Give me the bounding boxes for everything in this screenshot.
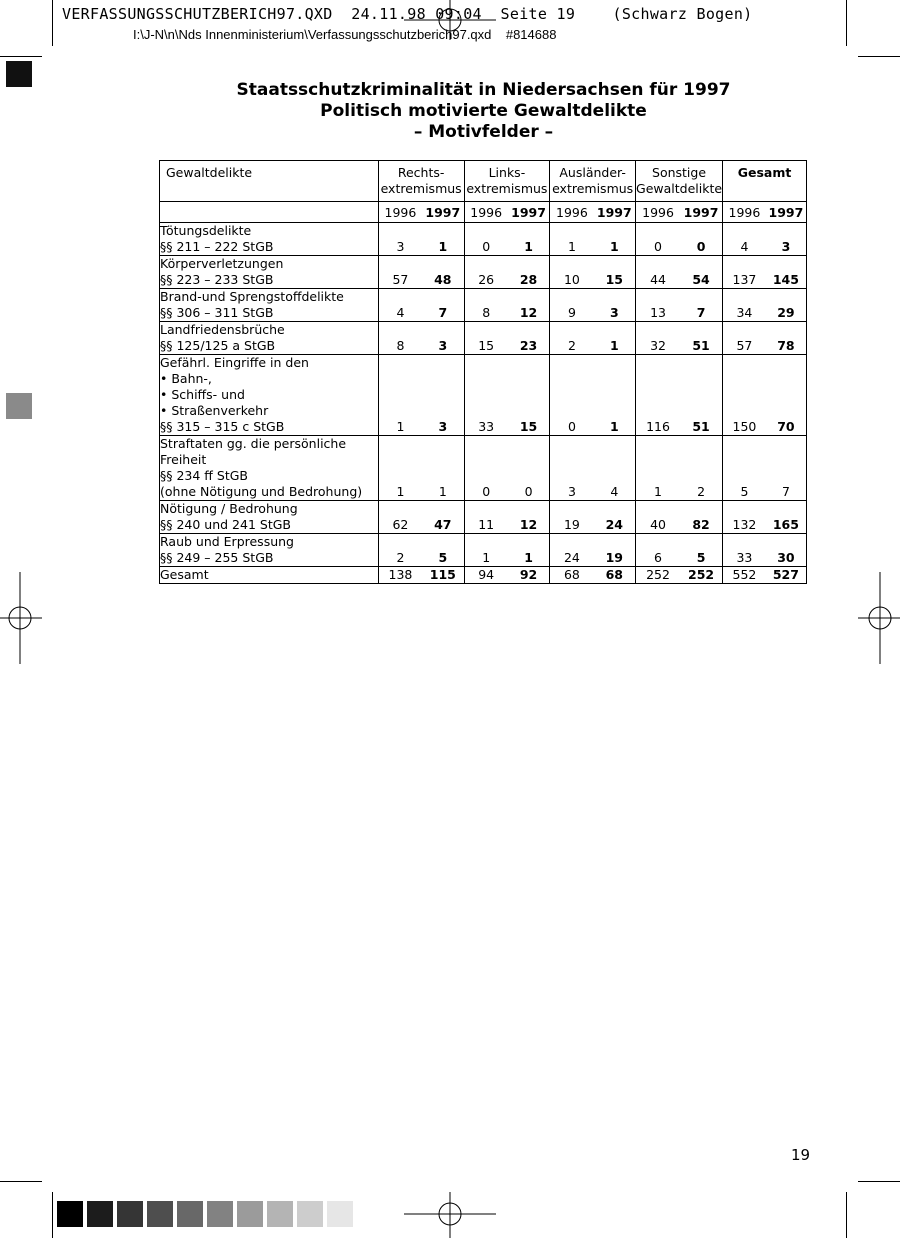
- registration-mark-icon: [0, 572, 42, 664]
- table-cell: 138: [378, 567, 422, 584]
- table-cell: 13: [636, 289, 681, 322]
- table-cell: 26: [464, 256, 508, 289]
- column-header-group: Ausländer- extremismus: [550, 161, 636, 202]
- table-cell: 252: [680, 567, 723, 584]
- table-cell: 6: [636, 534, 681, 567]
- year-header: 1997: [680, 202, 723, 223]
- page-number: 19: [791, 1146, 811, 1164]
- table-cell: 94: [464, 567, 508, 584]
- crop-mark: [0, 56, 42, 57]
- table-cell: 30: [766, 534, 807, 567]
- table-cell: 92: [508, 567, 550, 584]
- table-cell: 1: [422, 223, 464, 256]
- table-cell: 10: [550, 256, 594, 289]
- table-cell: 57: [723, 322, 766, 355]
- table-cell: 3: [594, 289, 636, 322]
- table-cell: 5: [422, 534, 464, 567]
- table-cell: 11: [464, 501, 508, 534]
- table-cell: 15: [594, 256, 636, 289]
- table-cell: 62: [378, 501, 422, 534]
- table-cell: 252: [636, 567, 681, 584]
- table-cell: 137: [723, 256, 766, 289]
- printer-mark-gray: [6, 393, 32, 419]
- table-row: [160, 534, 807, 567]
- table-cell: 1: [508, 223, 550, 256]
- table-cell: 19: [550, 501, 594, 534]
- column-header-total: Gesamt: [723, 161, 807, 202]
- table-cell: 54: [680, 256, 723, 289]
- table-cell: 24: [550, 534, 594, 567]
- page-title: [160, 80, 807, 143]
- table-cell: 1: [594, 355, 636, 436]
- year-row-blank: [160, 202, 379, 223]
- table-cell: 47: [422, 501, 464, 534]
- crop-mark: [52, 1192, 53, 1238]
- row-label: Gefährl. Eingriffe in den • Bahn-, • Schiffs- und • Straßenverkehr §§ 315 – 315 c StGB: [160, 355, 379, 436]
- table-cell: 34: [723, 289, 766, 322]
- header-row: [160, 161, 807, 202]
- color-swatch: [177, 1201, 203, 1227]
- table-cell: 1: [464, 534, 508, 567]
- year-header: 1996: [378, 202, 422, 223]
- table-cell: 115: [422, 567, 464, 584]
- table-cell: 0: [550, 355, 594, 436]
- color-swatch: [237, 1201, 263, 1227]
- table-cell: 15: [508, 355, 550, 436]
- table-cell: 2: [550, 322, 594, 355]
- color-swatch: [267, 1201, 293, 1227]
- color-swatch: [327, 1201, 353, 1227]
- table-cell: 19: [594, 534, 636, 567]
- table-cell: 150: [723, 355, 766, 436]
- year-header: 1997: [594, 202, 636, 223]
- color-swatch: [57, 1201, 83, 1227]
- column-header-group: Links- extremismus: [464, 161, 550, 202]
- table-cell: 7: [680, 289, 723, 322]
- registration-mark-icon: [858, 572, 900, 664]
- table-cell: 23: [508, 322, 550, 355]
- table-cell: 1: [550, 223, 594, 256]
- crop-mark: [858, 1181, 900, 1182]
- table-cell: 1: [378, 355, 422, 436]
- year-header: 1997: [766, 202, 807, 223]
- table-cell: 552: [723, 567, 766, 584]
- statistics-table: [159, 160, 807, 584]
- color-swatch: [147, 1201, 173, 1227]
- table-cell: 40: [636, 501, 681, 534]
- table-cell: 3: [550, 436, 594, 501]
- table-cell: 3: [766, 223, 807, 256]
- table-row: [160, 355, 807, 436]
- table-row: [160, 501, 807, 534]
- crop-mark: [0, 1181, 42, 1182]
- color-swatch: [297, 1201, 323, 1227]
- table-cell: 51: [680, 355, 723, 436]
- column-header-offense: Gewaltdelikte: [160, 161, 379, 202]
- year-row: [160, 202, 807, 223]
- table-cell: 7: [766, 436, 807, 501]
- title-line-1: Staatsschutzkriminalität in Niedersachsen für 1997: [236, 80, 731, 100]
- title-line-2: Politisch motivierte Gewaltdelikte: [320, 101, 647, 121]
- table-cell: 0: [508, 436, 550, 501]
- table-cell: 33: [464, 355, 508, 436]
- file-path: I:\J-N\n\Nds Innenministerium\Verfassungsschutzberich97.qxd #814688: [133, 27, 557, 42]
- table-cell: 0: [464, 436, 508, 501]
- year-header: 1997: [422, 202, 464, 223]
- column-header-group: Sonstige Gewaltdelikte: [636, 161, 723, 202]
- color-swatch: [117, 1201, 143, 1227]
- column-header-group: Rechts- extremismus: [378, 161, 464, 202]
- row-label: Nötigung / Bedrohung §§ 240 und 241 StGB: [160, 501, 379, 534]
- crop-mark: [846, 0, 847, 46]
- year-header: 1997: [508, 202, 550, 223]
- year-header: 1996: [464, 202, 508, 223]
- title-line-3: – Motivfelder –: [413, 122, 554, 142]
- table-row: [160, 567, 807, 584]
- row-label: Raub und Erpressung §§ 249 – 255 StGB: [160, 534, 379, 567]
- table-cell: 1: [594, 223, 636, 256]
- crop-mark: [846, 1192, 847, 1238]
- table-cell: 0: [464, 223, 508, 256]
- table-cell: 132: [723, 501, 766, 534]
- table-row: [160, 289, 807, 322]
- table-cell: 0: [636, 223, 681, 256]
- table-cell: 48: [422, 256, 464, 289]
- table-cell: 5: [723, 436, 766, 501]
- table-cell: 8: [464, 289, 508, 322]
- table-cell: 82: [680, 501, 723, 534]
- table-cell: 145: [766, 256, 807, 289]
- crop-mark: [858, 56, 900, 57]
- table-row: [160, 223, 807, 256]
- table-cell: 24: [594, 501, 636, 534]
- table-cell: 15: [464, 322, 508, 355]
- table-cell: 68: [550, 567, 594, 584]
- row-label: Körperverletzungen §§ 223 – 233 StGB: [160, 256, 379, 289]
- printer-mark-black: [6, 61, 32, 87]
- table-cell: 51: [680, 322, 723, 355]
- table-cell: 165: [766, 501, 807, 534]
- table-cell: 29: [766, 289, 807, 322]
- table-cell: 9: [550, 289, 594, 322]
- table-cell: 57: [378, 256, 422, 289]
- table-cell: 3: [378, 223, 422, 256]
- year-header: 1996: [723, 202, 766, 223]
- table-cell: 3: [422, 322, 464, 355]
- table-cell: 116: [636, 355, 681, 436]
- table-cell: 1: [594, 322, 636, 355]
- table-cell: 7: [422, 289, 464, 322]
- table-cell: 1: [636, 436, 681, 501]
- table-row: [160, 256, 807, 289]
- table-cell: 1: [508, 534, 550, 567]
- crop-mark: [52, 0, 53, 46]
- table-cell: 12: [508, 501, 550, 534]
- table-cell: 2: [680, 436, 723, 501]
- table-cell: 32: [636, 322, 681, 355]
- table-cell: 33: [723, 534, 766, 567]
- color-swatch: [87, 1201, 113, 1227]
- table-cell: 1: [378, 436, 422, 501]
- table-cell: 2: [378, 534, 422, 567]
- row-label: Landfriedensbrüche §§ 125/125 a StGB: [160, 322, 379, 355]
- registration-mark-icon: [404, 1192, 496, 1238]
- table-cell: 0: [680, 223, 723, 256]
- table-cell: 68: [594, 567, 636, 584]
- table-cell: 44: [636, 256, 681, 289]
- registration-mark-icon: [404, 0, 496, 40]
- row-label: Brand-und Sprengstoffdelikte §§ 306 – 311 StGB: [160, 289, 379, 322]
- color-swatch: [207, 1201, 233, 1227]
- year-header: 1996: [550, 202, 594, 223]
- row-label: Straftaten gg. die persönliche Freiheit §§ 234 ff StGB (ohne Nötigung und Bedrohung): [160, 436, 379, 501]
- table-row: [160, 322, 807, 355]
- year-header: 1996: [636, 202, 681, 223]
- table-cell: 527: [766, 567, 807, 584]
- table-cell: 3: [422, 355, 464, 436]
- row-label: Tötungsdelikte §§ 211 – 222 StGB: [160, 223, 379, 256]
- table-cell: 8: [378, 322, 422, 355]
- table-cell: 70: [766, 355, 807, 436]
- table-cell: 28: [508, 256, 550, 289]
- table-cell: 1: [422, 436, 464, 501]
- row-label: Gesamt: [160, 567, 379, 584]
- table-row: [160, 436, 807, 501]
- table-cell: 4: [723, 223, 766, 256]
- table-cell: 5: [680, 534, 723, 567]
- table-cell: 4: [594, 436, 636, 501]
- table-cell: 78: [766, 322, 807, 355]
- table-cell: 12: [508, 289, 550, 322]
- table-cell: 4: [378, 289, 422, 322]
- slug-header: VERFASSUNGSSCHUTZBERICH97.QXD 24.11.98 09:04 Seite 19 (Schwarz Bogen): [62, 5, 753, 23]
